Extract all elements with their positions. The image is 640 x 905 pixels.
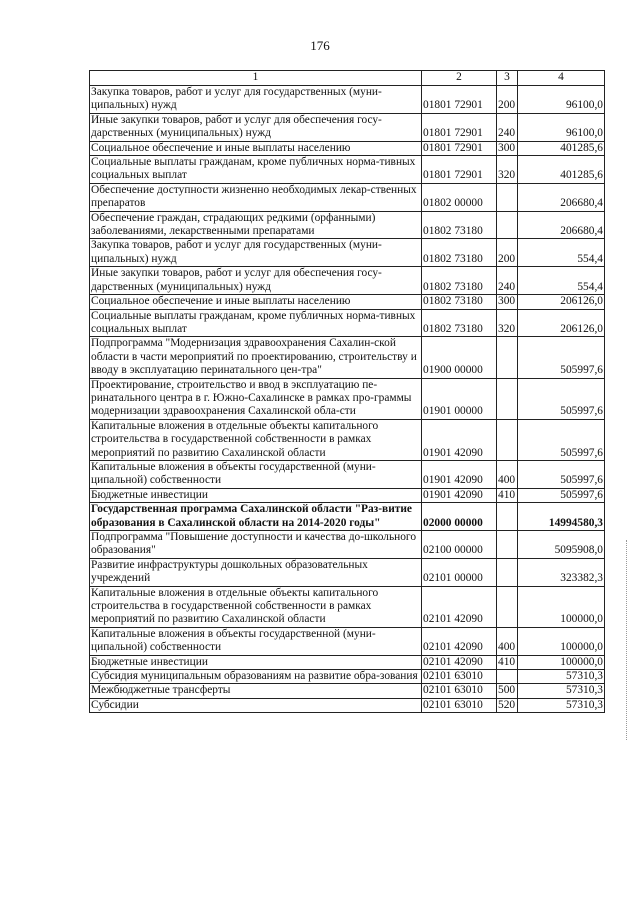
row-code-cell: 02101 00000 <box>422 558 497 586</box>
row-name-cell: Иные закупки товаров, работ и услуг для обеспечения госу-дарственных (муниципальных) нужд <box>90 267 422 295</box>
row-code-cell: 01802 73180 <box>422 239 497 267</box>
row-code-cell: 01901 00000 <box>422 378 497 419</box>
table-row <box>90 156 605 184</box>
row-name-cell: Субсидии <box>90 698 422 712</box>
row-name-cell: Бюджетные инвестиции <box>90 655 422 669</box>
row-code-cell: 01802 00000 <box>422 183 497 211</box>
row-name-cell: Подпрограмма "Модернизация здравоохранения Сахалин-ской области в части мероприятий по проектированию, строительству и вводу в эксплуатацию перинатального цен-тра" <box>90 337 422 378</box>
table-row <box>90 627 605 655</box>
row-code-cell: 01802 73180 <box>422 267 497 295</box>
row-sum-cell: 505997,6 <box>518 378 605 419</box>
row-type-cell <box>497 183 518 211</box>
row-name-cell: Социальные выплаты гражданам, кроме публичных норма-тивных социальных выплат <box>90 156 422 184</box>
table-row <box>90 211 605 239</box>
row-sum-cell: 206126,0 <box>518 295 605 309</box>
row-type-cell <box>497 503 518 531</box>
table-row <box>90 419 605 460</box>
row-name-cell: Государственная программа Сахалинской области "Раз-витие образования в Сахалинской области на 2014-2020 годы" <box>90 503 422 531</box>
row-type-cell <box>497 419 518 460</box>
table-row <box>90 141 605 155</box>
row-sum-cell: 401285,6 <box>518 141 605 155</box>
table-row <box>90 267 605 295</box>
row-type-cell: 300 <box>497 141 518 155</box>
row-code-cell: 02101 63010 <box>422 670 497 684</box>
row-name-cell: Обеспечение доступности жизненно необходимых лекар-ственных препаратов <box>90 183 422 211</box>
row-code-cell: 01900 00000 <box>422 337 497 378</box>
header-col-2: 2 <box>422 71 497 86</box>
row-name-cell: Социальное обеспечение и иные выплаты населению <box>90 141 422 155</box>
row-name-cell: Социальные выплаты гражданам, кроме публичных норма-тивных социальных выплат <box>90 309 422 337</box>
row-type-cell: 400 <box>497 627 518 655</box>
row-name-cell: Закупка товаров, работ и услуг для государственных (муни-ципальных) нужд <box>90 86 422 114</box>
row-sum-cell: 505997,6 <box>518 460 605 488</box>
row-code-cell: 01901 42090 <box>422 460 497 488</box>
table-row <box>90 460 605 488</box>
header-col-1: 1 <box>90 71 422 86</box>
row-name-cell: Капитальные вложения в объекты государственной (муни-ципальной) собственности <box>90 627 422 655</box>
row-sum-cell: 100000,0 <box>518 655 605 669</box>
row-type-cell <box>497 337 518 378</box>
row-code-cell: 01901 42090 <box>422 488 497 502</box>
row-sum-cell: 100000,0 <box>518 627 605 655</box>
table-row <box>90 503 605 531</box>
table-row <box>90 698 605 712</box>
row-type-cell: 200 <box>497 86 518 114</box>
row-name-cell: Бюджетные инвестиции <box>90 488 422 502</box>
table-row <box>90 295 605 309</box>
row-code-cell: 02101 42090 <box>422 627 497 655</box>
row-sum-cell: 401285,6 <box>518 156 605 184</box>
row-name-cell: Капитальные вложения в объекты государственной (муни-ципальной) собственности <box>90 460 422 488</box>
row-type-cell: 300 <box>497 295 518 309</box>
table-body <box>90 86 605 713</box>
row-name-cell: Субсидия муниципальным образованиям на развитие обра-зования <box>90 670 422 684</box>
row-sum-cell: 57310,3 <box>518 698 605 712</box>
table-row <box>90 670 605 684</box>
row-name-cell: Иные закупки товаров, работ и услуг для обеспечения госу-дарственных (муниципальных) нужд <box>90 113 422 141</box>
row-type-cell: 500 <box>497 684 518 698</box>
row-code-cell: 01801 72901 <box>422 113 497 141</box>
row-name-cell: Подпрограмма "Повышение доступности и качества до-школьного образования" <box>90 531 422 559</box>
row-code-cell: 01801 72901 <box>422 86 497 114</box>
table-row <box>90 309 605 337</box>
table-row <box>90 488 605 502</box>
row-type-cell: 320 <box>497 156 518 184</box>
row-sum-cell: 206680,4 <box>518 211 605 239</box>
header-col-4: 4 <box>518 71 605 86</box>
row-sum-cell: 14994580,3 <box>518 503 605 531</box>
row-code-cell: 02100 00000 <box>422 531 497 559</box>
row-type-cell: 320 <box>497 309 518 337</box>
row-sum-cell: 57310,3 <box>518 670 605 684</box>
row-sum-cell: 554,4 <box>518 239 605 267</box>
scan-edge-marks <box>626 540 629 740</box>
row-sum-cell: 100000,0 <box>518 586 605 627</box>
row-code-cell: 02101 42090 <box>422 655 497 669</box>
row-code-cell: 02101 63010 <box>422 684 497 698</box>
row-name-cell: Проектирование, строительство и ввод в эксплуатацию пе-ринатального центра в г. Южно-Сахалинске в рамках про-граммы модернизации здравоохранения Сахалинской обла-сти <box>90 378 422 419</box>
row-sum-cell: 206680,4 <box>518 183 605 211</box>
row-name-cell: Закупка товаров, работ и услуг для государственных (муни-ципальных) нужд <box>90 239 422 267</box>
row-sum-cell: 505997,6 <box>518 488 605 502</box>
row-name-cell: Социальное обеспечение и иные выплаты населению <box>90 295 422 309</box>
row-type-cell: 410 <box>497 655 518 669</box>
row-name-cell: Межбюджетные трансферты <box>90 684 422 698</box>
table-row <box>90 337 605 378</box>
table-row <box>90 684 605 698</box>
row-sum-cell: 505997,6 <box>518 337 605 378</box>
table-row <box>90 655 605 669</box>
row-type-cell <box>497 586 518 627</box>
row-type-cell <box>497 558 518 586</box>
page-number: 176 <box>310 38 330 53</box>
row-type-cell <box>497 531 518 559</box>
table-row <box>90 86 605 114</box>
row-sum-cell: 323382,3 <box>518 558 605 586</box>
row-code-cell: 02000 00000 <box>422 503 497 531</box>
row-code-cell: 02101 42090 <box>422 586 497 627</box>
header-col-3: 3 <box>497 71 518 86</box>
row-code-cell: 01802 73180 <box>422 309 497 337</box>
row-code-cell: 01801 72901 <box>422 156 497 184</box>
table-row <box>90 183 605 211</box>
row-sum-cell: 57310,3 <box>518 684 605 698</box>
row-sum-cell: 554,4 <box>518 267 605 295</box>
row-type-cell: 400 <box>497 460 518 488</box>
row-sum-cell: 96100,0 <box>518 113 605 141</box>
row-name-cell: Развитие инфраструктуры дошкольных образовательных учреждений <box>90 558 422 586</box>
row-code-cell: 01801 72901 <box>422 141 497 155</box>
row-type-cell <box>497 378 518 419</box>
row-sum-cell: 96100,0 <box>518 86 605 114</box>
table-row <box>90 586 605 627</box>
row-type-cell: 240 <box>497 113 518 141</box>
row-type-cell: 410 <box>497 488 518 502</box>
row-code-cell: 01901 42090 <box>422 419 497 460</box>
table-row <box>90 558 605 586</box>
table-row <box>90 531 605 559</box>
row-type-cell: 520 <box>497 698 518 712</box>
table-row <box>90 239 605 267</box>
row-sum-cell: 5095908,0 <box>518 531 605 559</box>
row-name-cell: Капитальные вложения в отдельные объекты капитального строительства в государственной собственности в рамках мероприятий по развитию Сахалинской области <box>90 419 422 460</box>
row-type-cell <box>497 670 518 684</box>
budget-table <box>89 70 605 713</box>
table-row <box>90 378 605 419</box>
table-row <box>90 113 605 141</box>
row-type-cell <box>497 211 518 239</box>
row-name-cell: Капитальные вложения в отдельные объекты капитального строительства в государственной собственности в рамках мероприятий по развитию Сахалинской области <box>90 586 422 627</box>
table-header-row <box>90 71 605 86</box>
row-name-cell: Обеспечение граждан, страдающих редкими (орфанными) заболеваниями, лекарственными препаратами <box>90 211 422 239</box>
row-code-cell: 01802 73180 <box>422 295 497 309</box>
row-code-cell: 01802 73180 <box>422 211 497 239</box>
row-sum-cell: 505997,6 <box>518 419 605 460</box>
row-code-cell: 02101 63010 <box>422 698 497 712</box>
row-sum-cell: 206126,0 <box>518 309 605 337</box>
row-type-cell: 240 <box>497 267 518 295</box>
row-type-cell: 200 <box>497 239 518 267</box>
